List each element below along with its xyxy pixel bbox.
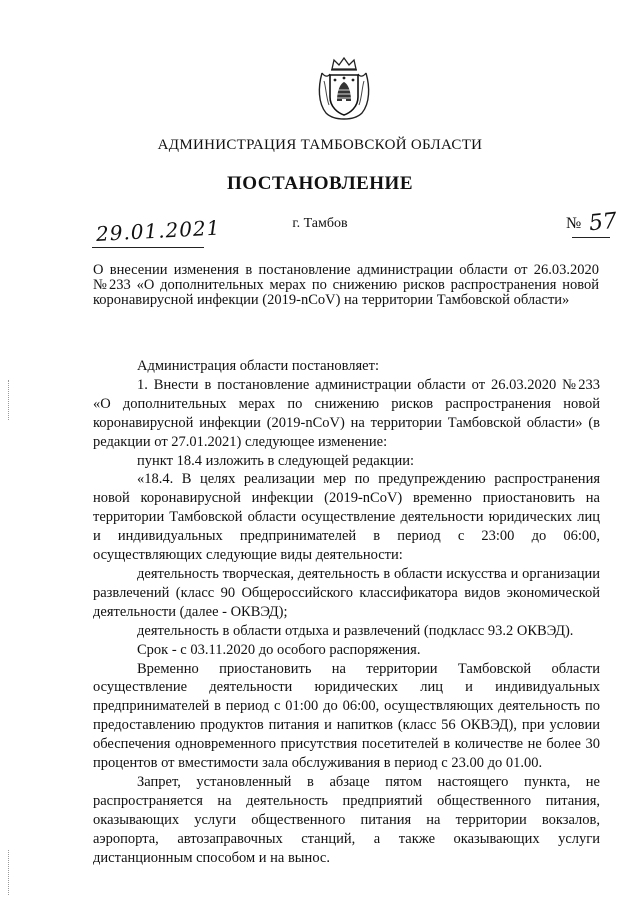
document-title: ПОСТАНОВЛЕНИЕ: [226, 173, 414, 194]
organization-name: АДМИНИСТРАЦИЯ ТАМБОВСКОЙ ОБЛАСТИ: [157, 137, 483, 153]
document-number: 57: [587, 208, 619, 237]
number-underline: [572, 237, 610, 238]
body-paragraph: Срок - с 03.11.2020 до особого распоряжения.: [137, 641, 421, 658]
scan-margin-mark: [8, 850, 9, 895]
body-paragraph: деятельность в области отдыха и развлечений (подкласс 93.2 ОКВЭД).: [137, 622, 574, 639]
body-paragraph: Администрация области постановляет:: [137, 358, 379, 374]
date-underline: [92, 247, 204, 248]
document-date: 29.01.2021: [95, 215, 221, 246]
scan-margin-mark: [8, 380, 9, 420]
document-subject: О внесении изменения в постановление администрации области от 26.03.2020 №233 «О дополнительных мерах по снижению рисков распространения новой коронавирусной инфекции (2019-nCoV) на территории Тамбовской области»: [93, 262, 599, 308]
number-label: №: [566, 215, 582, 232]
body-paragraph: 1. Внести в постановление администрации области от 26.03.2020 №233 «О дополнительных мерах по снижению рисков распространения новой коронавирусной инфекции (2019-nCoV) на территории Тамбовской области» (в редакции от 27.01.2021) следующее изменение:: [93, 376, 600, 450]
coat-of-arms-emblem: [316, 57, 372, 123]
body-paragraph: Запрет, установленный в абзаце пятом настоящего пункта, не распространяется на деятельность предприятий общественного питания, оказывающих услуги общественного питания на территории вокзалов, аэропорта, автозаправочных станций, а также оказывающих услуги дистанционным способом и на вынос.: [93, 773, 600, 866]
body-paragraph: деятельность творческая, деятельность в области искусства и организации развлечений (класс 90 Общероссийского классификатора видов экономической деятельности (далее - ОКВЭД);: [93, 565, 600, 620]
body-paragraph: Временно приостановить на территории Тамбовской области осуществление деятельности юридических лиц и индивидуальных предпринимателей в период с 01:00 до 06:00, осуществляющих деятельность по предоставлению продуктов питания и напитков (класс 56 ОКВЭД), при условии обеспечения одновременного присутствия посетителей в количестве не более 30 процентов от вместимости зала обслуживания в период с 23.00 до 01.00.: [93, 660, 600, 772]
body-paragraph: пункт 18.4 изложить в следующей редакции:: [137, 452, 415, 469]
document-body: [93, 357, 600, 867]
document-city: г. Тамбов: [292, 216, 348, 231]
body-paragraph: «18.4. В целях реализации мер по предупреждению распространения новой коронавирусной инфекции (2019-nCoV) временно приостановить на территории Тамбовской области осуществление деятельности юридических лиц и индивидуальных предпринимателей в период с 23:00 до 06:00, осуществляющих следующие виды деятельности:: [93, 471, 600, 564]
